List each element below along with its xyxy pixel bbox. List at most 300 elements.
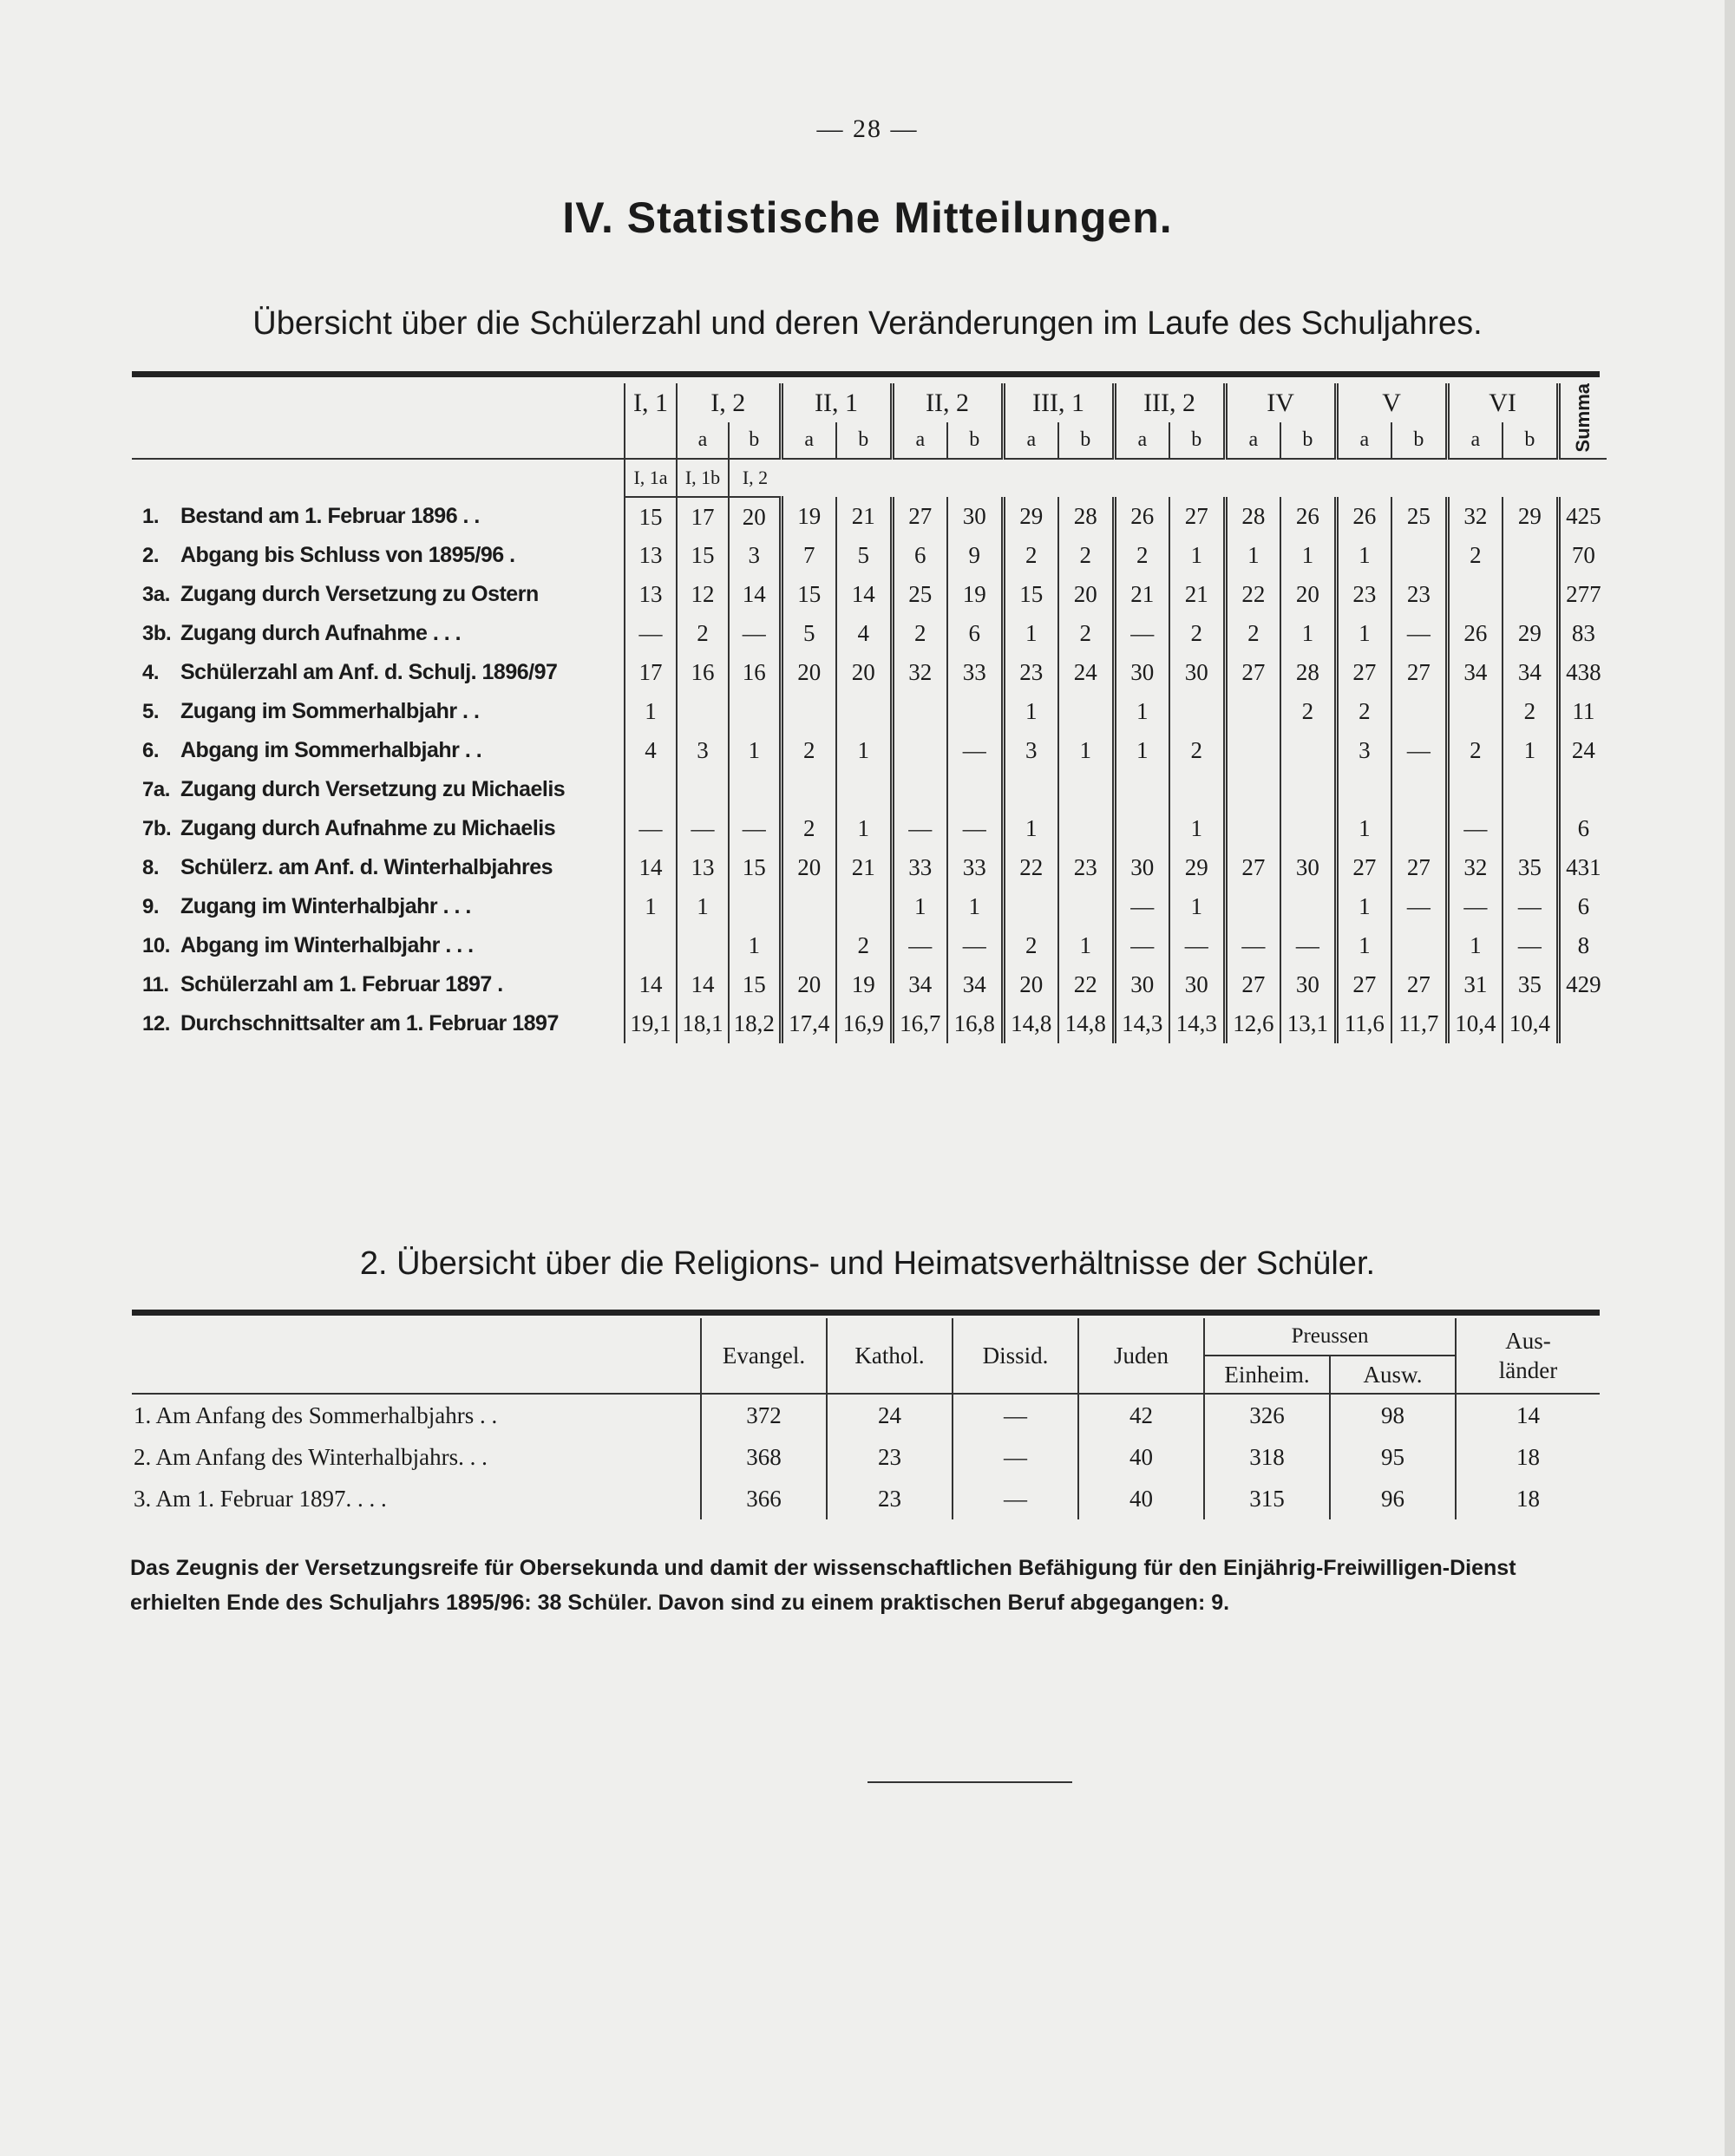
row-label: Abgang bis Schluss von 1895/96 . — [180, 543, 515, 568]
table-cell — [1503, 575, 1558, 614]
row-label: Zugang durch Versetzung zu Michaelis — [180, 777, 566, 802]
table-cell: 3 — [677, 731, 729, 770]
class-header: I, 1 — [625, 383, 677, 422]
table-cell: 1 — [1169, 536, 1225, 575]
row-label: Zugang durch Versetzung zu Ostern — [180, 582, 539, 607]
table-cell: 14,8 — [1058, 1004, 1114, 1043]
row-number: 3a. — [142, 582, 170, 606]
table-row — [132, 692, 1607, 731]
table-cell: — — [947, 731, 1003, 770]
header-auslaender: Aus- länder — [1456, 1318, 1600, 1394]
table-cell — [1003, 770, 1058, 809]
table-cell: 19 — [781, 497, 836, 536]
table-cell: — — [892, 809, 947, 848]
table-cell: 25 — [892, 575, 947, 614]
sub-header-a: a — [1336, 422, 1391, 459]
header-evangel: Evangel. — [701, 1318, 827, 1394]
sub-header-blank — [625, 422, 677, 459]
table-cell: 23 — [1336, 575, 1391, 614]
subnote-cell: I, 2 — [729, 459, 781, 497]
table-cell: — — [1114, 887, 1169, 926]
table-cell: 2 — [1003, 926, 1058, 965]
table-cell: 14 — [1456, 1394, 1600, 1436]
table-cell: 372 — [701, 1394, 827, 1436]
table-cell: 3 — [1003, 731, 1058, 770]
table-cell: 27 — [1391, 965, 1447, 1004]
table-cell: 20 — [781, 965, 836, 1004]
footer-rule — [868, 1781, 1072, 1783]
table-cell: 13 — [677, 848, 729, 887]
table-cell: 11,7 — [1391, 1004, 1447, 1043]
table-cell — [677, 692, 729, 731]
row-label: Abgang im Sommerhalbjahr . . — [180, 738, 482, 763]
table-row — [132, 848, 1607, 887]
subnote-cell: I, 1b — [677, 459, 729, 497]
table-cell: 2 — [1003, 536, 1058, 575]
table-cell — [836, 770, 892, 809]
table-cell: 32 — [892, 653, 947, 692]
table-cell: 1 — [1447, 926, 1503, 965]
sub-header-a: a — [1225, 422, 1280, 459]
sum-cell: 277 — [1558, 575, 1607, 614]
table-cell: 98 — [1330, 1394, 1456, 1436]
table-cell: 33 — [892, 848, 947, 887]
table-cell: 3 — [729, 536, 781, 575]
row-label: 2. Am Anfang des Winterhalbjahrs. . . — [134, 1443, 488, 1470]
table-cell: — — [947, 809, 1003, 848]
table-cell: — — [1225, 926, 1280, 965]
table-cell: — — [1391, 887, 1447, 926]
table-cell: — — [1114, 614, 1169, 653]
table-cell: — — [953, 1436, 1078, 1478]
table-cell: 315 — [1204, 1478, 1330, 1519]
row-number: 6. — [142, 738, 160, 762]
row-label: Abgang im Winterhalbjahr . . . — [180, 933, 474, 958]
table-cell: 4 — [836, 614, 892, 653]
table-cell — [1114, 809, 1169, 848]
table-cell: — — [729, 614, 781, 653]
table-cell: 27 — [1336, 965, 1391, 1004]
table1-subnote-row — [132, 459, 1607, 497]
pupil-count-table — [132, 383, 1607, 1043]
sum-cell: 6 — [1558, 887, 1607, 926]
table-cell: 366 — [701, 1478, 827, 1519]
table-row — [132, 1394, 1600, 1436]
row-label: Bestand am 1. Februar 1896 . . — [180, 504, 480, 529]
table-cell: 1 — [1003, 809, 1058, 848]
table-cell: 34 — [1503, 653, 1558, 692]
table-cell: 27 — [1336, 653, 1391, 692]
sum-cell: 429 — [1558, 965, 1607, 1004]
table-row — [132, 536, 1607, 575]
table-cell — [1225, 887, 1280, 926]
table-cell: 21 — [1169, 575, 1225, 614]
table-cell — [1391, 770, 1447, 809]
table-cell — [1391, 809, 1447, 848]
table2-title: 2. Übersicht über die Religions- und Heimatsverhältnisse der Schüler. — [359, 1245, 1376, 1282]
table1-top-rule — [132, 371, 1600, 377]
table-cell — [1503, 770, 1558, 809]
table-cell: 15 — [677, 536, 729, 575]
page-number: — 28 — — [816, 114, 919, 143]
table-cell: 2 — [677, 614, 729, 653]
row-number: 4. — [142, 660, 160, 684]
table-cell: 18 — [1456, 1478, 1600, 1519]
table-cell: 1 — [892, 887, 947, 926]
table-row — [132, 497, 1607, 536]
table-cell — [1058, 692, 1114, 731]
table-cell: 15 — [625, 497, 677, 536]
table-cell: 6 — [947, 614, 1003, 653]
table-cell: 2 — [1447, 536, 1503, 575]
table-cell — [1114, 770, 1169, 809]
table-cell: 27 — [1391, 848, 1447, 887]
table-cell: 40 — [1078, 1478, 1204, 1519]
table-row — [132, 809, 1607, 848]
sub-header-b: b — [836, 422, 892, 459]
table-cell — [729, 887, 781, 926]
table-cell: 1 — [625, 887, 677, 926]
row-label: Zugang durch Aufnahme . . . — [180, 621, 462, 646]
table-cell: 1 — [1003, 692, 1058, 731]
table-cell: 20 — [836, 653, 892, 692]
table-cell: 33 — [947, 653, 1003, 692]
table-cell — [892, 692, 947, 731]
table-cell: 1 — [1058, 926, 1114, 965]
table-cell: — — [1169, 926, 1225, 965]
class-header: VI — [1447, 383, 1558, 422]
table-cell: 1 — [1114, 731, 1169, 770]
table-cell — [1447, 575, 1503, 614]
table-cell: 32 — [1447, 848, 1503, 887]
table-cell: 2 — [781, 731, 836, 770]
table-cell: 30 — [1169, 653, 1225, 692]
table-row — [132, 1478, 1600, 1519]
table-cell: 20 — [1058, 575, 1114, 614]
table-cell: 28 — [1058, 497, 1114, 536]
table-cell — [1447, 770, 1503, 809]
table-cell: 1 — [836, 809, 892, 848]
table-cell: 24 — [1058, 653, 1114, 692]
table-cell: 318 — [1204, 1436, 1330, 1478]
table-cell: 2 — [1503, 692, 1558, 731]
table-row — [132, 653, 1607, 692]
table-cell: 9 — [947, 536, 1003, 575]
table-cell: 24 — [827, 1394, 953, 1436]
table-cell: 14 — [836, 575, 892, 614]
table-cell: 33 — [947, 848, 1003, 887]
table-row — [132, 731, 1607, 770]
table-cell: — — [953, 1478, 1078, 1519]
table-cell: — — [625, 809, 677, 848]
row-label: 1. Am Anfang des Sommerhalbjahrs . . — [134, 1401, 498, 1428]
table-cell: 19,1 — [625, 1004, 677, 1043]
table-cell — [1280, 809, 1336, 848]
table-row — [132, 926, 1607, 965]
table-cell — [836, 887, 892, 926]
table-cell: 2 — [781, 809, 836, 848]
table-cell: 27 — [1169, 497, 1225, 536]
row-number: 12. — [142, 1011, 170, 1036]
table-cell: 15 — [729, 965, 781, 1004]
header-einheim: Einheim. — [1204, 1356, 1330, 1394]
row-label: Zugang durch Aufnahme zu Michaelis — [180, 816, 556, 841]
table1-corner — [132, 422, 625, 459]
table-cell — [729, 770, 781, 809]
table-cell: 27 — [1336, 848, 1391, 887]
table-cell: 1 — [1003, 614, 1058, 653]
table-cell: 29 — [1003, 497, 1058, 536]
table-cell — [1391, 536, 1447, 575]
sum-cell: 70 — [1558, 536, 1607, 575]
table-cell — [729, 692, 781, 731]
table-row — [132, 1004, 1607, 1043]
row-label: Durchschnittsalter am 1. Februar 1897 — [180, 1011, 559, 1036]
row-number: 1. — [142, 504, 160, 528]
sum-cell — [1558, 770, 1607, 809]
table2-body — [132, 1394, 1600, 1519]
table-cell: 21 — [1114, 575, 1169, 614]
sub-header-b: b — [1169, 422, 1225, 459]
table-cell: 23 — [827, 1478, 953, 1519]
table-cell: 11,6 — [1336, 1004, 1391, 1043]
table-cell — [1391, 926, 1447, 965]
table-row — [132, 965, 1607, 1004]
table-cell: 20 — [781, 848, 836, 887]
table-cell: 35 — [1503, 848, 1558, 887]
table-cell: 2 — [836, 926, 892, 965]
table-cell: 95 — [1330, 1436, 1456, 1478]
table-cell — [1169, 692, 1225, 731]
row-label: Schülerzahl am Anf. d. Schulj. 1896/97 — [180, 660, 558, 685]
sub-header-b: b — [729, 422, 781, 459]
table-cell: 27 — [892, 497, 947, 536]
table-row — [132, 575, 1607, 614]
class-header: I, 2 — [677, 383, 781, 422]
table-cell: 2 — [1114, 536, 1169, 575]
subnote-cell: I, 1a — [625, 459, 677, 497]
table-cell: 1 — [625, 692, 677, 731]
sum-cell — [1558, 1004, 1607, 1043]
table-cell: 1 — [1058, 731, 1114, 770]
table-cell: 7 — [781, 536, 836, 575]
table-cell: 15 — [729, 848, 781, 887]
table-cell — [781, 692, 836, 731]
table-cell: 2 — [1169, 614, 1225, 653]
table-cell — [1503, 809, 1558, 848]
table-cell: 16 — [677, 653, 729, 692]
row-label: Schülerzahl am 1. Februar 1897 . — [180, 972, 503, 997]
table-cell: 22 — [1003, 848, 1058, 887]
table-cell — [1391, 692, 1447, 731]
table-cell: — — [1447, 809, 1503, 848]
sub-header-b: b — [1503, 422, 1558, 459]
table-cell: 4 — [625, 731, 677, 770]
table-cell: — — [892, 926, 947, 965]
table-cell: — — [1503, 887, 1558, 926]
table-cell — [892, 731, 947, 770]
table-cell: 1 — [1336, 614, 1391, 653]
table-cell: 17 — [625, 653, 677, 692]
table1-class-header — [132, 383, 1607, 422]
table-cell: 26 — [1114, 497, 1169, 536]
table-cell: 28 — [1225, 497, 1280, 536]
table-cell: 27 — [1391, 653, 1447, 692]
table-cell: 20 — [1003, 965, 1058, 1004]
table-cell: 30 — [1280, 965, 1336, 1004]
table-cell — [781, 770, 836, 809]
table-cell — [1280, 731, 1336, 770]
table-cell: 30 — [1169, 965, 1225, 1004]
table-cell: 1 — [1169, 887, 1225, 926]
row-label: Zugang im Sommerhalbjahr . . — [180, 699, 480, 724]
table-cell: 30 — [1114, 653, 1169, 692]
table-cell: 28 — [1280, 653, 1336, 692]
table-cell: — — [677, 809, 729, 848]
row-number: 8. — [142, 855, 160, 879]
sub-header-b: b — [1058, 422, 1114, 459]
table-cell: 29 — [1169, 848, 1225, 887]
table-cell: 32 — [1447, 497, 1503, 536]
table-cell: 96 — [1330, 1478, 1456, 1519]
class-header: II, 2 — [892, 383, 1003, 422]
table-cell: 23 — [1391, 575, 1447, 614]
table-cell — [1280, 770, 1336, 809]
table-cell: 14 — [677, 965, 729, 1004]
table-cell: 14 — [625, 848, 677, 887]
table-cell: 29 — [1503, 497, 1558, 536]
row-label: Zugang im Winterhalbjahr . . . — [180, 894, 471, 919]
sub-header-a: a — [1447, 422, 1503, 459]
table-cell: 19 — [947, 575, 1003, 614]
table-cell: 27 — [1225, 965, 1280, 1004]
table-cell: 1 — [1336, 809, 1391, 848]
table-cell: 18,1 — [677, 1004, 729, 1043]
table-cell: 22 — [1225, 575, 1280, 614]
sub-header-a: a — [677, 422, 729, 459]
sum-cell: 425 — [1558, 497, 1607, 536]
table-cell: 20 — [729, 497, 781, 536]
table-cell: 1 — [1503, 731, 1558, 770]
sub-header-a: a — [1003, 422, 1058, 459]
header-preussen: Preussen — [1204, 1318, 1456, 1356]
table-cell — [1058, 809, 1114, 848]
header-ausw: Ausw. — [1330, 1356, 1456, 1394]
row-number: 5. — [142, 699, 160, 723]
table-cell: 16,7 — [892, 1004, 947, 1043]
table-cell: 14,3 — [1114, 1004, 1169, 1043]
table-cell: 42 — [1078, 1394, 1204, 1436]
table-cell: 2 — [1447, 731, 1503, 770]
class-header: II, 1 — [781, 383, 892, 422]
table-cell: 368 — [701, 1436, 827, 1478]
table2-header-row — [132, 1318, 1600, 1356]
sub-header-b: b — [1391, 422, 1447, 459]
table-cell: 15 — [1003, 575, 1058, 614]
table-cell: — — [953, 1394, 1078, 1436]
table-cell: 14,8 — [1003, 1004, 1058, 1043]
sub-header-a: a — [781, 422, 836, 459]
table-cell: 1 — [1336, 536, 1391, 575]
table-cell: 30 — [947, 497, 1003, 536]
row-number: 7a. — [142, 777, 170, 801]
table-cell: 34 — [1447, 653, 1503, 692]
table-cell: 18,2 — [729, 1004, 781, 1043]
table-cell: 1 — [729, 926, 781, 965]
table-cell: 29 — [1503, 614, 1558, 653]
table1-ab-header — [132, 422, 1607, 459]
table-cell: 2 — [1225, 614, 1280, 653]
table-cell: 1 — [1225, 536, 1280, 575]
table-cell — [1503, 536, 1558, 575]
table-cell: 1 — [836, 731, 892, 770]
table-cell: 1 — [729, 731, 781, 770]
table1-title: Übersicht über die Schülerzahl und deren Veränderungen im Laufe des Schuljahres. — [252, 305, 1483, 342]
table-cell: — — [947, 926, 1003, 965]
table-cell: 21 — [836, 497, 892, 536]
table-row — [132, 887, 1607, 926]
table-cell — [1336, 770, 1391, 809]
header-dissid: Dissid. — [953, 1318, 1078, 1394]
summa-header-cell — [1558, 383, 1607, 459]
table-cell: 1 — [1280, 614, 1336, 653]
table2-corner — [132, 1318, 701, 1394]
sum-cell: 438 — [1558, 653, 1607, 692]
table-cell — [892, 770, 947, 809]
sub-header-a: a — [1114, 422, 1169, 459]
page-edge — [1725, 0, 1735, 2156]
table-cell — [1058, 770, 1114, 809]
table-cell: 26 — [1336, 497, 1391, 536]
table-cell: 26 — [1447, 614, 1503, 653]
table-cell — [677, 926, 729, 965]
table-cell: 20 — [781, 653, 836, 692]
row-label: 3. Am 1. Februar 1897. . . . — [134, 1485, 387, 1512]
religion-home-table — [132, 1318, 1600, 1519]
table-cell: 326 — [1204, 1394, 1330, 1436]
table1-corner — [132, 459, 625, 497]
class-header: IV — [1225, 383, 1336, 422]
row-number: 7b. — [142, 816, 172, 840]
row-number: 10. — [142, 933, 170, 957]
sum-cell: 11 — [1558, 692, 1607, 731]
table-cell: 2 — [1169, 731, 1225, 770]
table-cell: — — [1391, 731, 1447, 770]
table-cell: 17 — [677, 497, 729, 536]
table-cell — [1280, 887, 1336, 926]
table-cell — [1169, 770, 1225, 809]
subnote-blank — [781, 459, 1607, 497]
table-cell: 18 — [1456, 1436, 1600, 1478]
table-cell: 12,6 — [1225, 1004, 1280, 1043]
table-cell: 1 — [1169, 809, 1225, 848]
table-cell: 1 — [677, 887, 729, 926]
table-cell: 21 — [836, 848, 892, 887]
table-row — [132, 614, 1607, 653]
table-cell — [1225, 770, 1280, 809]
sum-cell: 83 — [1558, 614, 1607, 653]
table-cell — [625, 926, 677, 965]
class-header: III, 2 — [1114, 383, 1225, 422]
table-cell: — — [1447, 887, 1503, 926]
table-cell — [1225, 809, 1280, 848]
table-cell — [1225, 692, 1280, 731]
table-cell: 16 — [729, 653, 781, 692]
table-cell: 14 — [729, 575, 781, 614]
table-cell: 2 — [892, 614, 947, 653]
table-cell: 13 — [625, 536, 677, 575]
table-cell: 16,9 — [836, 1004, 892, 1043]
